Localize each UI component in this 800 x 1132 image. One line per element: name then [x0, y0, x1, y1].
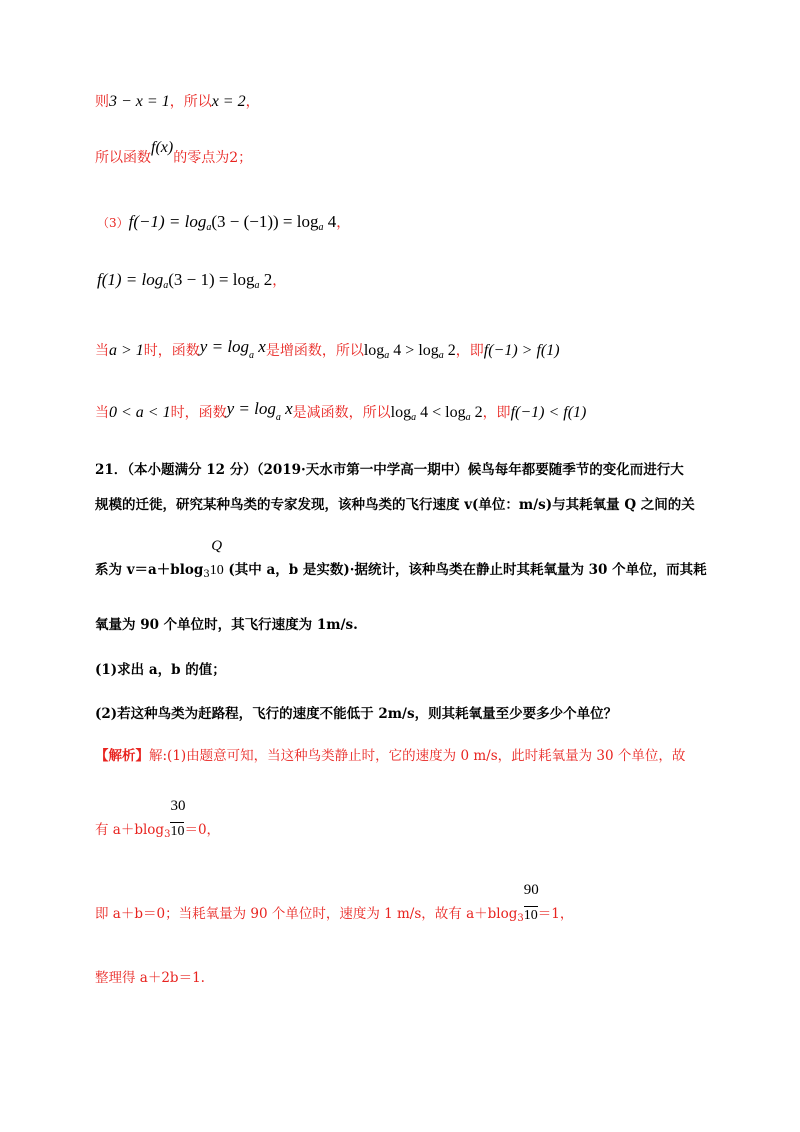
log-base-a: a — [254, 280, 260, 291]
equation-f-1-part2: (3 − 1) = log — [168, 270, 255, 289]
log-compare-gt: 4 > log — [389, 342, 439, 359]
equation-f-minus-1-part1: f(−1) = log — [128, 212, 207, 231]
question-21-part-2: (2)若这种鸟类为赶路程，飞行的速度不能低于 2m/s，则其耗氧量至少要多少个单位？ — [95, 706, 618, 722]
solution-part-3-line-2 — [97, 270, 286, 296]
log-base-3: 3 — [203, 569, 210, 580]
solution-case-a-greater-1 — [95, 337, 560, 366]
log-2: 2 — [443, 342, 456, 359]
condition-a-gt-1: a > 1 — [109, 342, 144, 359]
log-base-a: a — [318, 222, 324, 233]
equation-f-1-part3: 2 — [259, 270, 273, 289]
function-var-x: x — [280, 399, 293, 418]
fraction-denominator: 10 — [209, 563, 224, 578]
solution-line-4: 整理得 a＋2b＝1. — [95, 970, 205, 986]
text-shi-hanshu: 时，函数 — [170, 405, 227, 421]
punct: ， — [336, 215, 351, 231]
question-21-line-2: 规模的迁徙，研究某种鸟类的专家发现，该种鸟类的飞行速度 v(单位：m/s)与其耗氧量 Q 之间的关 — [95, 497, 695, 513]
log-4: log — [363, 342, 385, 359]
solution-line-2 — [95, 139, 253, 168]
text-dang: 当 — [95, 343, 109, 359]
solution-formula-prefix: 有 a＋blog — [95, 822, 165, 838]
function-fx: f(x) — [151, 139, 174, 156]
text-ze: 则 — [95, 94, 109, 110]
log-compare-lt: 4 < log — [416, 404, 466, 421]
equation-f-1-part1: f(1) = log — [97, 270, 164, 289]
condition-0-lt-a-lt-1: 0 < a < 1 — [109, 404, 171, 421]
text-dang: 当 — [95, 405, 109, 421]
function-y-log: y = log — [199, 337, 250, 356]
fraction-numerator: Q — [211, 538, 223, 554]
conclusion-gt: f(−1) > f(1) — [483, 342, 560, 359]
text-suoyi-hanshu: 所以函数 — [95, 150, 151, 166]
solution-line-1 — [95, 92, 260, 112]
solution-text-1: 解:(1)由题意可知，当这种鸟类静止时，它的速度为 0 m/s，此时耗氧量为 30 个单位，故 — [149, 748, 686, 764]
solution-line-3 — [95, 881, 574, 929]
equation-f-minus-1-part3: 4 — [323, 212, 337, 231]
text-ji: ，即 — [455, 343, 484, 359]
conclusion-lt: f(−1) < f(1) — [510, 404, 587, 421]
fraction-numerator: 30 — [170, 797, 186, 814]
log-base-a: a — [438, 350, 444, 361]
solution-part-3-line-1 — [97, 212, 350, 238]
analysis-tag: 【解析】 — [95, 748, 149, 764]
question-21-line-3 — [95, 538, 707, 585]
log-base-a: a — [465, 412, 471, 423]
text-suoyi: ，所以 — [169, 94, 212, 110]
text-shi-hanshu: 时，函数 — [143, 343, 200, 359]
log-base-a: a — [411, 412, 417, 423]
text-zero-point: 的零点为2； — [173, 150, 253, 166]
log-base-a: a — [163, 280, 169, 291]
fraction-90-over-10 — [523, 881, 539, 924]
log-4: log — [390, 404, 412, 421]
fraction-q-over-10 — [209, 538, 224, 579]
log-base-3: 3 — [517, 913, 524, 924]
solution-equals-0: ＝0， — [184, 822, 221, 838]
solution-line-1 — [95, 746, 685, 766]
solution-case-a-less-1 — [95, 399, 587, 428]
punct: ， — [272, 273, 287, 289]
function-y-log: y = log — [226, 399, 276, 418]
solution-line-2 — [95, 797, 221, 845]
log-2: 2 — [470, 404, 483, 421]
question-21-line-1: 21．（本小题满分 12 分）（2019·天水市第一中学高一期中）候鸟每年都要随季节的变化而进行大 — [95, 462, 684, 478]
log-base-a: a — [275, 412, 281, 423]
formula-prefix: 系为 v＝a＋blog — [95, 562, 204, 578]
function-var-x: x — [254, 337, 266, 356]
log-base-a: a — [206, 222, 212, 233]
equation-3-minus-x: 3 − x = 1 — [109, 93, 170, 110]
fraction-30-over-10 — [170, 797, 186, 840]
question-21-line-4: 氧量为 90 个单位时，其飞行速度为 1m/s. — [95, 617, 358, 633]
fraction-denominator: 10 — [170, 823, 185, 839]
solution-text-3: 即 a＋b＝0；当耗氧量为 90 个单位时，速度为 1 m/s，故有 a＋blog — [95, 906, 518, 922]
text-ji: ，即 — [482, 405, 511, 421]
equation-f-minus-1-part2: (3 − (−1)) = log — [211, 212, 319, 231]
fraction-numerator: 90 — [523, 881, 539, 898]
solution-equals-1: ＝1， — [537, 906, 574, 922]
question-21-part-1: (1)求出 a，b 的值； — [95, 662, 226, 678]
part-label-3: （3） — [97, 216, 129, 230]
punct: ， — [245, 94, 260, 110]
log-base-a: a — [249, 350, 255, 361]
question-21-conditions: (其中 a，b 是实数)·据统计，该种鸟类在静止时其耗氧量为 30 个单位，而其耗 — [223, 562, 707, 578]
log-base-3: 3 — [164, 829, 171, 840]
fraction-denominator: 10 — [523, 907, 538, 923]
equation-x-equals-2: x = 2 — [211, 93, 246, 110]
text-increasing: 是增函数，所以 — [265, 343, 364, 359]
log-base-a: a — [384, 350, 390, 361]
text-decreasing: 是减函数，所以 — [292, 405, 391, 421]
